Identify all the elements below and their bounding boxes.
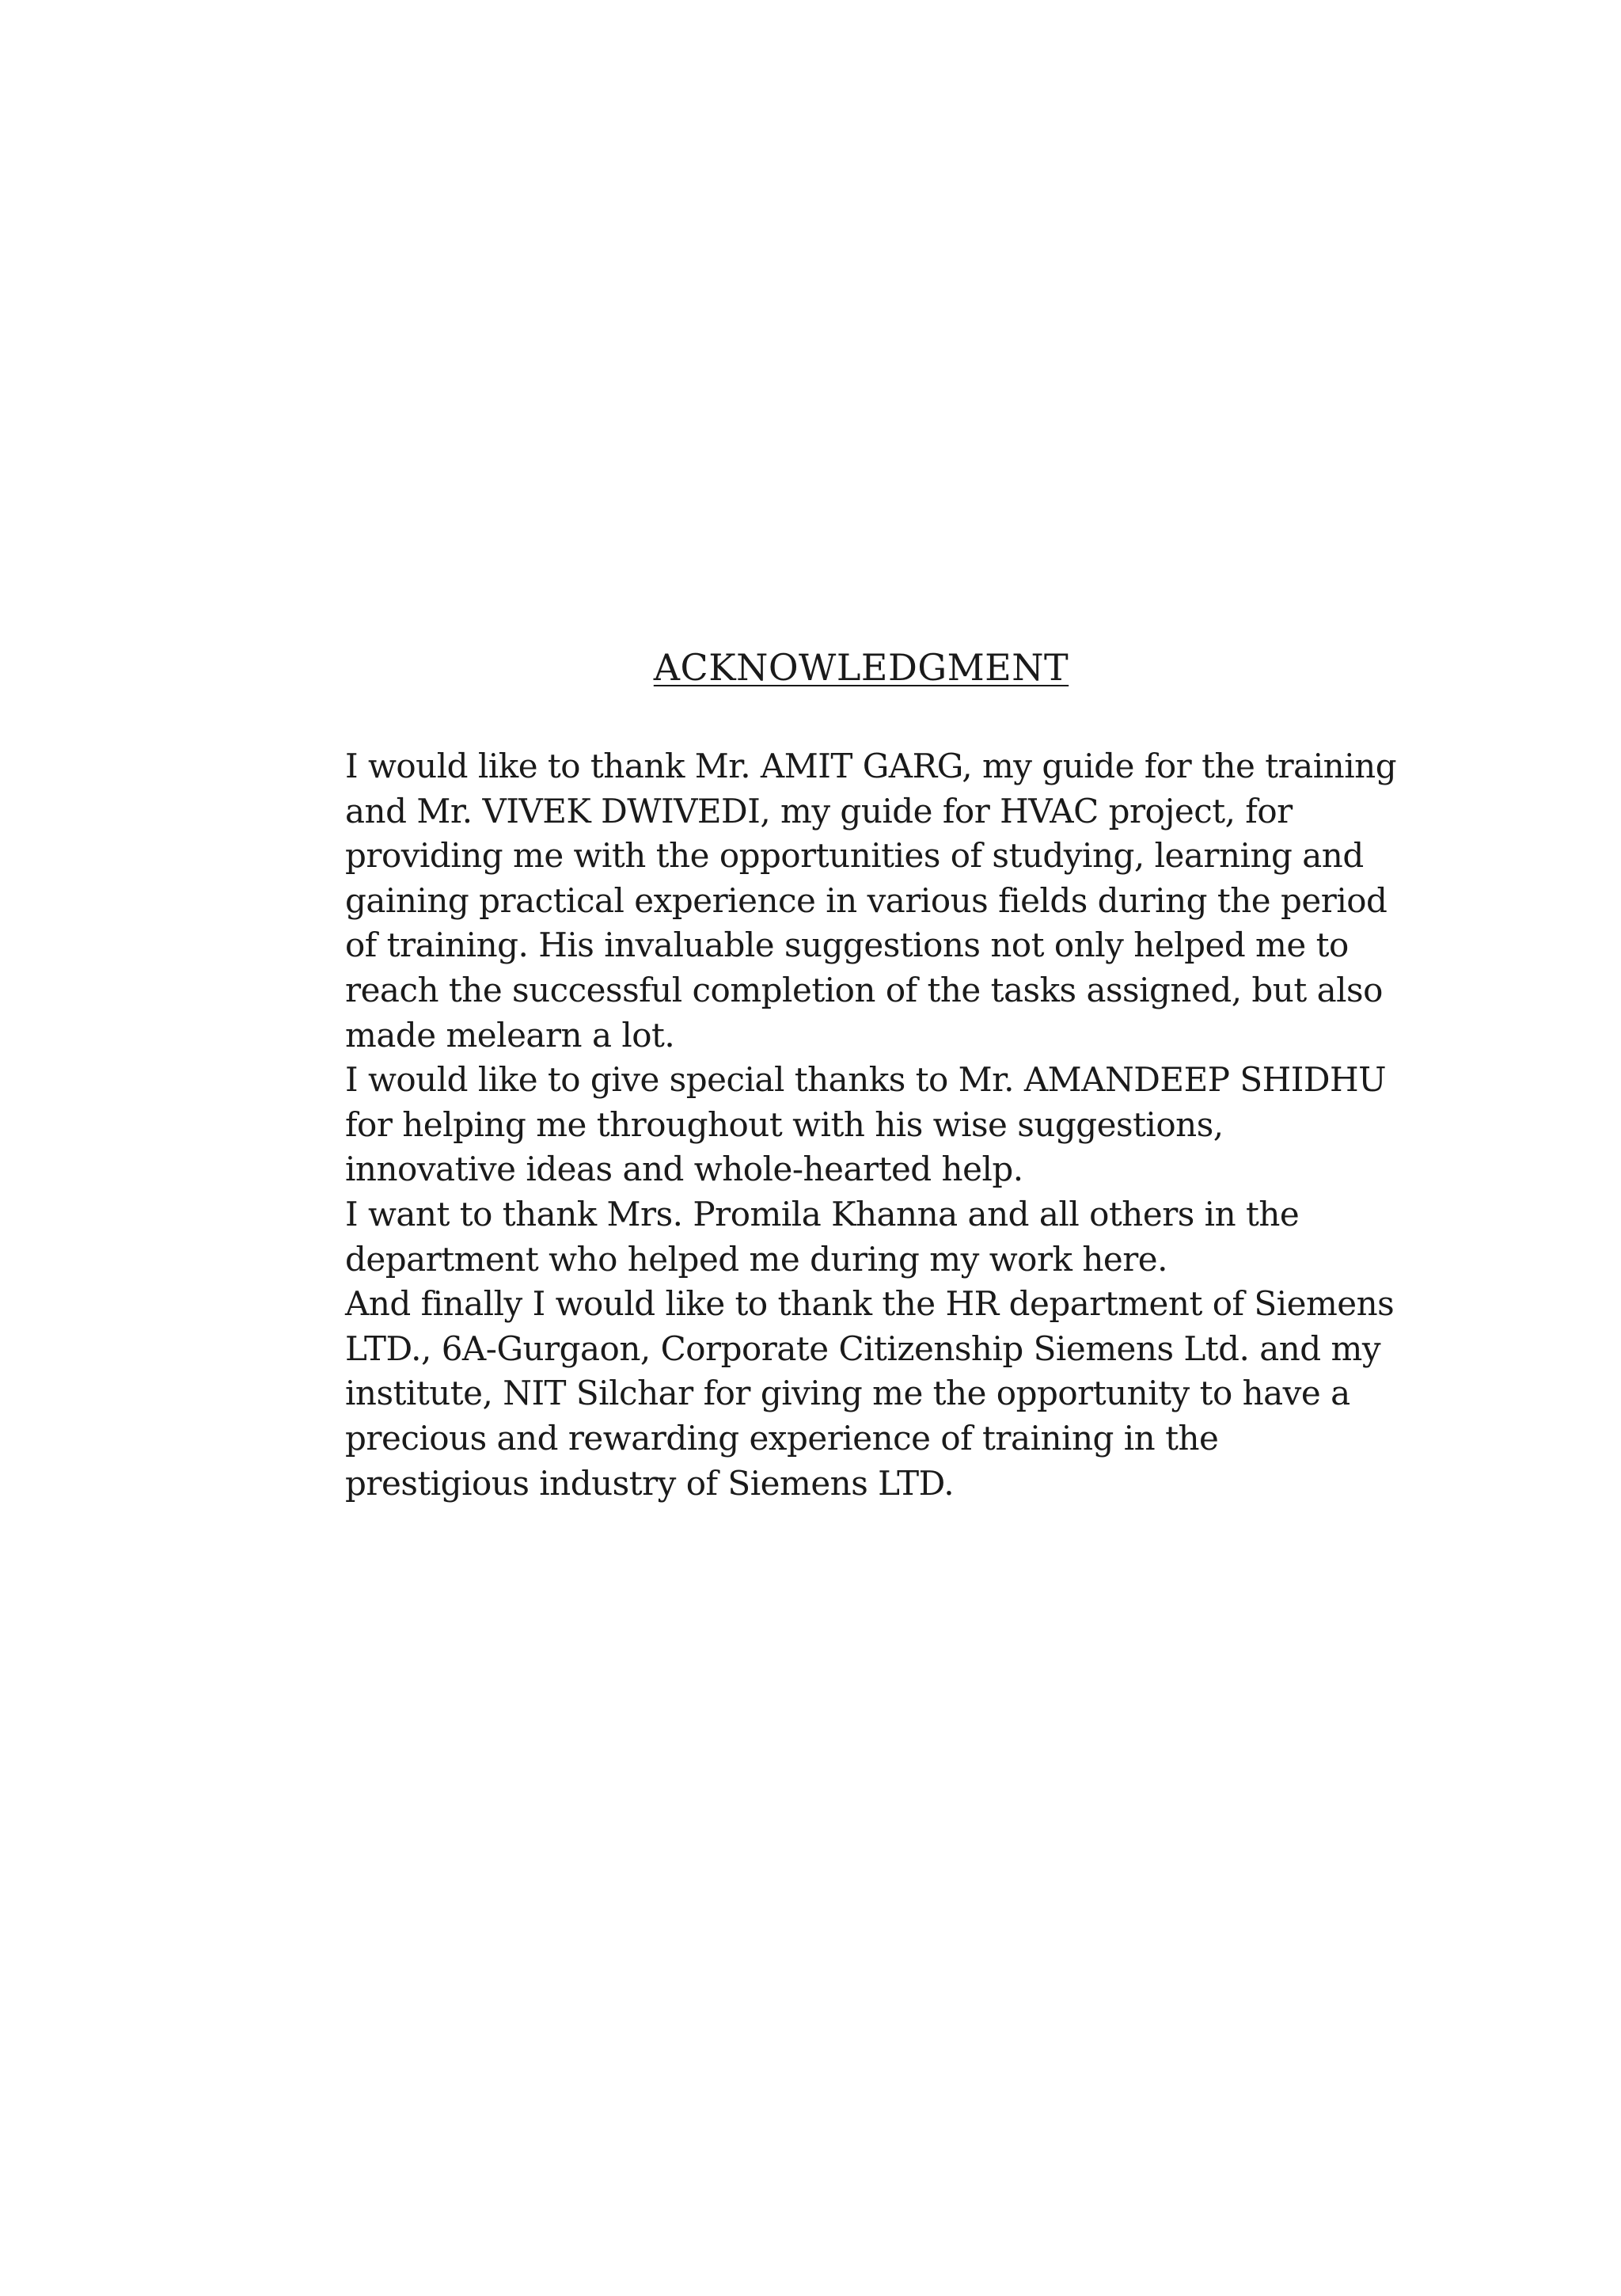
text-line: and Mr. VIVEK DWIVEDI, my guide for HVAC project, for: [345, 791, 1293, 831]
text-line: made melearn a lot.: [345, 1015, 675, 1055]
text-line: innovative ideas and whole-hearted help.: [345, 1150, 1023, 1189]
text-line: reach the successful completion of the tasks assigned, but also: [345, 970, 1383, 1009]
text-line: department who helped me during my work here.: [345, 1239, 1168, 1279]
text-line: I want to thank Mrs. Promila Khanna and all others in the: [345, 1194, 1300, 1234]
text-line: providing me with the opportunities of studying, learning and: [345, 836, 1364, 876]
page-title: ACKNOWLEDGMENT: [653, 646, 1069, 689]
text-line: prestigious industry of Siemens LTD.: [345, 1463, 955, 1503]
text-line: And finally I would like to thank the HR department of Siemens: [345, 1284, 1395, 1324]
text-line: institute, NIT Silchar for giving me the opportunity to have a: [345, 1374, 1350, 1413]
text-line: for helping me throughout with his wise suggestions,: [345, 1104, 1224, 1144]
text-line: I would like to give special thanks to Mr. AMANDEEP SHIDHU: [345, 1060, 1387, 1100]
text-line: of training. His invaluable suggestions not only helped me to: [345, 926, 1349, 965]
text-line: gaining practical experience in various fields during the period: [345, 880, 1388, 920]
acknowledgment-body: [345, 744, 1397, 1506]
text-line: precious and rewarding experience of training in the: [345, 1418, 1219, 1458]
text-line: LTD., 6A-Gurgaon, Corporate Citizenship Siemens Ltd. and my: [345, 1329, 1381, 1368]
text-line: I would like to thank Mr. AMIT GARG, my guide for the training: [345, 747, 1397, 785]
